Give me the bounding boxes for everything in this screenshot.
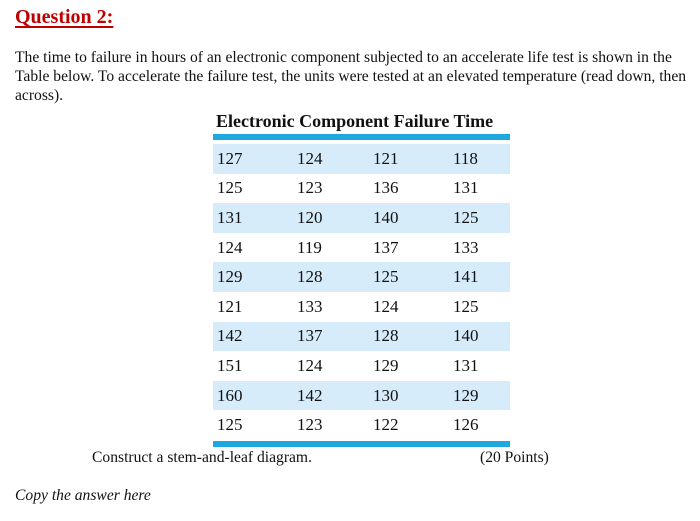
failure-time-table-block xyxy=(213,108,510,447)
table-cell: 122 xyxy=(373,415,399,435)
table-cell: 151 xyxy=(217,355,243,375)
table-cell: 130 xyxy=(369,381,449,411)
table-row xyxy=(213,351,510,381)
table-row xyxy=(213,144,510,174)
table-cell: 129 xyxy=(373,355,399,375)
table-row xyxy=(213,381,510,411)
table-cell: 126 xyxy=(453,415,479,435)
answer-prompt[interactable]: Copy the answer here xyxy=(15,487,151,504)
problem-statement: The time to failure in hours of an electronic component subjected to an accelerate life test is shown in the Table below. To accelerate the failure test, the units were tested at an elevated temperature (read down, then across). xyxy=(15,49,687,104)
table-cell: 124 xyxy=(217,237,243,257)
table-cell: 123 xyxy=(297,178,323,198)
table-cell: 123 xyxy=(297,415,323,435)
table-bottom-rule xyxy=(213,441,510,447)
table-cell: 129 xyxy=(213,262,293,292)
table-cell: 121 xyxy=(369,144,449,174)
failure-time-table xyxy=(213,144,510,440)
table-cell: 124 xyxy=(373,296,399,316)
table-cell: 131 xyxy=(453,355,479,375)
table-cell: 118 xyxy=(449,144,510,174)
table-cell: 140 xyxy=(449,322,510,352)
table-cell: 124 xyxy=(297,355,323,375)
table-row xyxy=(213,292,510,322)
table-cell: 140 xyxy=(369,203,449,233)
question-heading: Question 2: xyxy=(15,6,114,28)
table-cell: 125 xyxy=(449,203,510,233)
table-cell: 141 xyxy=(449,262,510,292)
table-row xyxy=(213,203,510,233)
table-cell: 121 xyxy=(217,296,243,316)
table-cell: 127 xyxy=(213,144,293,174)
table-cell: 136 xyxy=(373,178,399,198)
table-top-rule xyxy=(213,134,510,140)
table-row xyxy=(213,174,510,204)
table-cell: 128 xyxy=(369,322,449,352)
table-cell: 125 xyxy=(217,415,243,435)
table-cell: 125 xyxy=(369,262,449,292)
table-cell: 131 xyxy=(213,203,293,233)
table-row xyxy=(213,322,510,352)
table-row xyxy=(213,410,510,440)
table-cell: 133 xyxy=(453,237,479,257)
table-cell: 137 xyxy=(293,322,369,352)
table-cell: 120 xyxy=(293,203,369,233)
table-cell: 119 xyxy=(297,237,322,257)
table-cell: 137 xyxy=(373,237,399,257)
table-cell: 129 xyxy=(449,381,510,411)
table-row xyxy=(213,262,510,292)
instruction-text: Construct a stem-and-leaf diagram. xyxy=(92,449,312,466)
table-cell: 142 xyxy=(293,381,369,411)
table-cell: 133 xyxy=(297,296,323,316)
table-cell: 124 xyxy=(293,144,369,174)
points-label: (20 Points) xyxy=(480,449,549,466)
table-cell: 142 xyxy=(213,322,293,352)
table-row xyxy=(213,233,510,263)
table-cell: 160 xyxy=(213,381,293,411)
table-cell: 131 xyxy=(453,178,479,198)
table-cell: 125 xyxy=(453,296,479,316)
table-title: Electronic Component Failure Time xyxy=(216,111,494,131)
table-cell: 128 xyxy=(293,262,369,292)
table-cell: 125 xyxy=(217,178,243,198)
